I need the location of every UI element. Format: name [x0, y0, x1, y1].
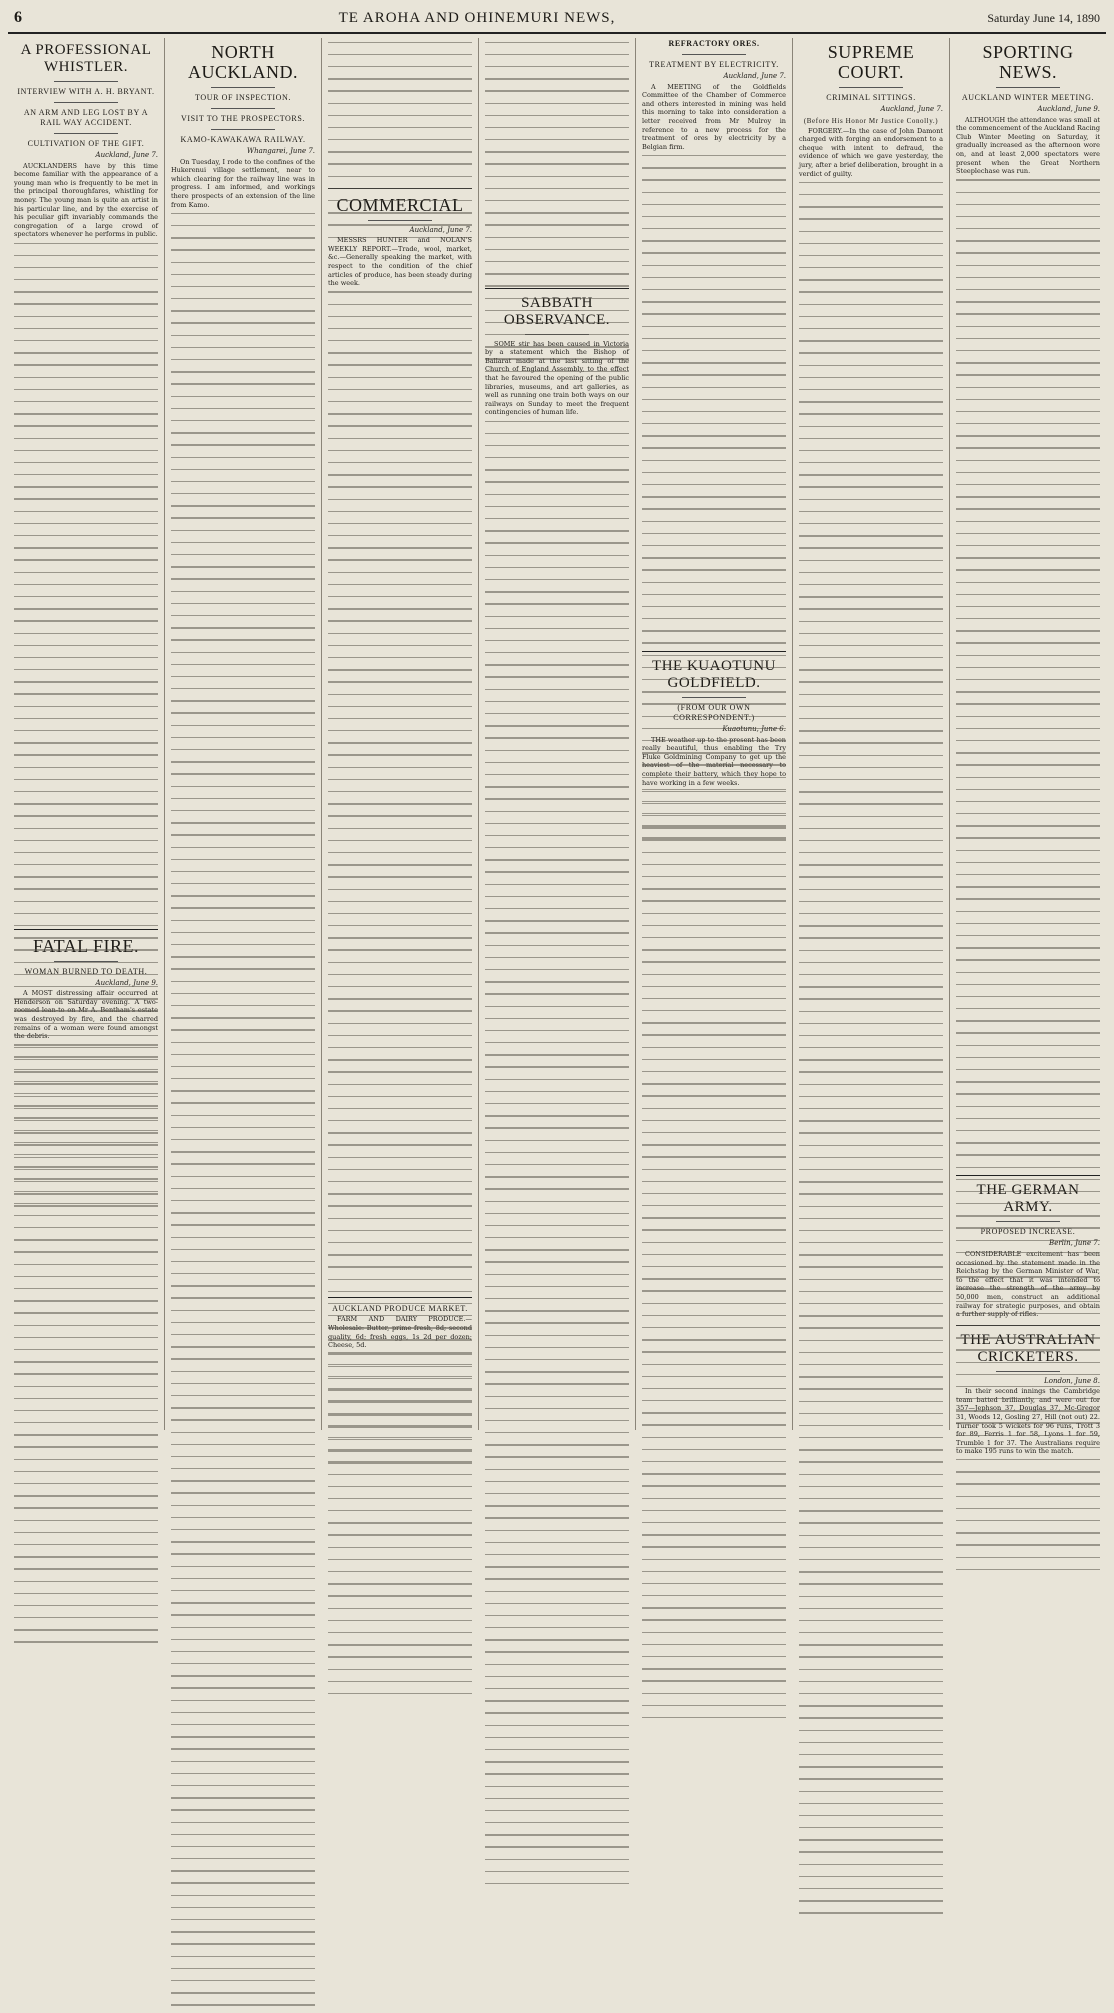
column-6 [793, 38, 950, 1430]
whistler-body-text [14, 243, 158, 923]
sabbath-body-text [485, 421, 629, 1461]
north-auckland-title: NORTH AUCKLAND. [188, 42, 298, 82]
column-5 [636, 38, 793, 1430]
sabbath-title: SABBATH OBSERVANCE. [503, 294, 611, 328]
page-number: 6 [14, 8, 22, 26]
refractory-subtitle: TREATMENT BY ELECTRICITY. [649, 60, 779, 69]
kuaotunu-dateline: Kuaotunu, June 6. [722, 724, 786, 733]
north-auckland-body-text [171, 213, 315, 1503]
kuaotunu-subtitle: (FROM OUR OWN CORRESPONDENT.) [673, 702, 755, 722]
whistler-title: A PROFESSIONAL WHISTLER. [20, 42, 152, 75]
sporting-body-text [956, 179, 1100, 1169]
column-4 [479, 38, 636, 1430]
commercial-title: COMMERCIAL [336, 194, 464, 215]
whistler-subtitle-3: CULTIVATION OF THE GIFT. [27, 139, 145, 148]
supreme-court-body-text [799, 182, 943, 1442]
paper-name: TE AROHA AND OHINEMURI NEWS, [338, 9, 616, 26]
commercial-body-text [328, 291, 472, 1291]
sporting-title: SPORTING NEWS. [982, 42, 1074, 82]
refractory-lead: A MEETING of the Goldfields Committee of the Chamber of Commerce and others interested in mining was held this morning to take into consideration a letter received from Mr Mulroy in reference to a new process for the treatment of ores by electricity by a Belgian firm. [642, 82, 786, 151]
produce-continued-text [485, 42, 629, 282]
cricketers-dateline: London, June 8. [1044, 1376, 1100, 1385]
north-auckland-subtitle-2: VISIT TO THE PROSPECTORS. [180, 114, 306, 123]
supreme-court-judge: (Before His Honor Mr Justice Conolly.) [803, 116, 939, 125]
refractory-dateline: Auckland, June 7. [723, 72, 786, 80]
produce-market-body-text [328, 1353, 472, 1433]
kuaotunu-title: THE KUAOTUNU GOLDFIELD. [652, 657, 776, 691]
german-army-dateline: Berlin, June 7. [1049, 1239, 1100, 1248]
whistler-subtitle: INTERVIEW WITH A. H. BRYANT. [17, 87, 155, 96]
issue-date: Saturday June 14, 1890 [987, 10, 1100, 25]
kuaotunu-lead: THE weather up to the present has been really beautiful, thus enabling the Try Fluke Goldmining Company to get up the heaviest of the material necessary to complete their battery, which they hope to have working in a few weeks. [642, 735, 786, 787]
german-army-title: THE GERMAN ARMY. [976, 1182, 1080, 1216]
supreme-court-subtitle: CRIMINAL SITTINGS. [826, 93, 916, 102]
commercial-lead: MESSRS HUNTER and NOLAN'S WEEKLY REPORT.—Trade, wool, market, &c.—Generally speaking the market, with respect to the condition of the chief articles of produce, has been steady during the week. [328, 236, 472, 288]
north-auckland-continued-text [328, 42, 472, 182]
fatal-fire-lead: A MOST distressing affair occurred at Henderson on Saturday evening. A two-roomed lean-to on Mr A. Bentham's estate was destroyed by fire, and the charred remains of a woman were found amongst the debris. [14, 989, 158, 1041]
cricketers-title: THE AUSTRALIAN CRICKETERS. [960, 1331, 1096, 1365]
column-1 [8, 38, 165, 1430]
north-auckland-lead: On Tuesday, I rode to the confines of the Hukerenui village settlement, near to which clearing for the railway line was in progress. I am informed, and workings there prospects of an extension of the line from Kamo. [171, 157, 315, 209]
whistler-lead: AUCKLANDERS have by this time become familiar with the appearance of a young man who is frequently to be met in the principal thoroughfares, whistling for money. The young man is quite an artist in his particular line, and by the exercise of his peculiar gift invariably commands the congregation of a large crowd of spectators whenever he performs in public. [14, 161, 158, 239]
supreme-court-lead: FORGERY.—In the case of John Damont charged with forging an endorsement to a cheque with intent to defraud, the evidence of which we gave yesterday, the jury, after a brief deliberation, brought in a verdict of guilty. [799, 126, 943, 178]
supreme-court-dateline: Auckland, June 7. [880, 105, 943, 113]
produce-market-lead: FARM AND DAIRY PRODUCE.—Wholesale: Butter, prime fresh, 8d; second quality, 6d; fresh eggs, 1s 2d per dozen; Cheese, 5d. [328, 1315, 472, 1350]
refractory-title: REFRACTORY ORES. [668, 39, 760, 48]
sporting-subtitle: AUCKLAND WINTER MEETING. [961, 93, 1095, 102]
north-auckland-subtitle: TOUR OF INSPECTION. [195, 93, 291, 102]
produce-market-title: AUCKLAND PRODUCE MARKET. [332, 1304, 468, 1314]
sabbath-lead: SOME stir has been caused in Victoria by a statement which the Bishop of Ballarat made at the last sitting of the Church of England Assembly, to the effect that he favoured the opening of the public libraries, museums, and art galleries, as well as running one train both ways on our railways on Sunday to meet the frequent contingencies of human life. [485, 339, 629, 417]
column-7 [950, 38, 1106, 1456]
column-3 [322, 38, 479, 1430]
whistler-subtitle-2: AN ARM AND LEG LOST BY A RAIL WAY ACCIDENT. [23, 108, 149, 127]
german-army-lead: CONSIDERABLE excitement has been occasioned by the statement made in the Reichstag by the German Minister of War, to the effect that it was intended to increase the strength of the army by 50,000 men, construct an additional railway for strategic purposes, and obtain a further supply of rifles. [956, 1249, 1100, 1319]
sporting-dateline: Auckland, June 9. [1037, 105, 1100, 113]
refractory-body-text [642, 155, 786, 645]
sporting-lead: ALTHOUGH the attendance was small at the commencement of the Auckland Racing Club Winter Meeting on Saturday, it gradually increased as the afternoon wore on, and at least 2,000 spectators were present when the Great Northern Steeplechase was run. [956, 115, 1100, 176]
fatal-fire-title: FATAL FIRE. [32, 935, 140, 956]
commercial-dateline: Auckland, June 7. [409, 225, 472, 234]
column-2 [165, 38, 322, 1430]
kuaotunu-body-text [642, 791, 786, 1451]
fatal-fire-subtitle: WOMAN BURNED TO DEATH. [24, 966, 148, 976]
german-army-subtitle: PROPOSED INCREASE. [980, 1227, 1076, 1237]
masthead [8, 4, 1106, 34]
columns [8, 38, 1106, 1456]
whistler-dateline: Auckland, June 7. [95, 151, 158, 159]
north-auckland-subtitle-3: KAMO-KAWAKAWA RAILWAY. [180, 135, 306, 144]
north-auckland-dateline: Whangarei, June 7. [246, 147, 315, 155]
supreme-court-title: SUPREME COURT. [827, 42, 915, 82]
cricketers-lead: In their second innings the Cambridge team batted brilliantly, and were out for 357—Jephson 37, Douglas 37, Mc-Gregor 31, Woods 12, Gosling 27, Hill (not out) 22. Turner took 5 wickets for 96 runs, Trott 3 for 89, Ferris 1 for 58, Lyons 1 for 59, Trumble 1 for 37. The Australians require to make 195 runs to win the match. [956, 1387, 1100, 1456]
fatal-fire-dateline: Auckland, June 9. [95, 978, 158, 987]
